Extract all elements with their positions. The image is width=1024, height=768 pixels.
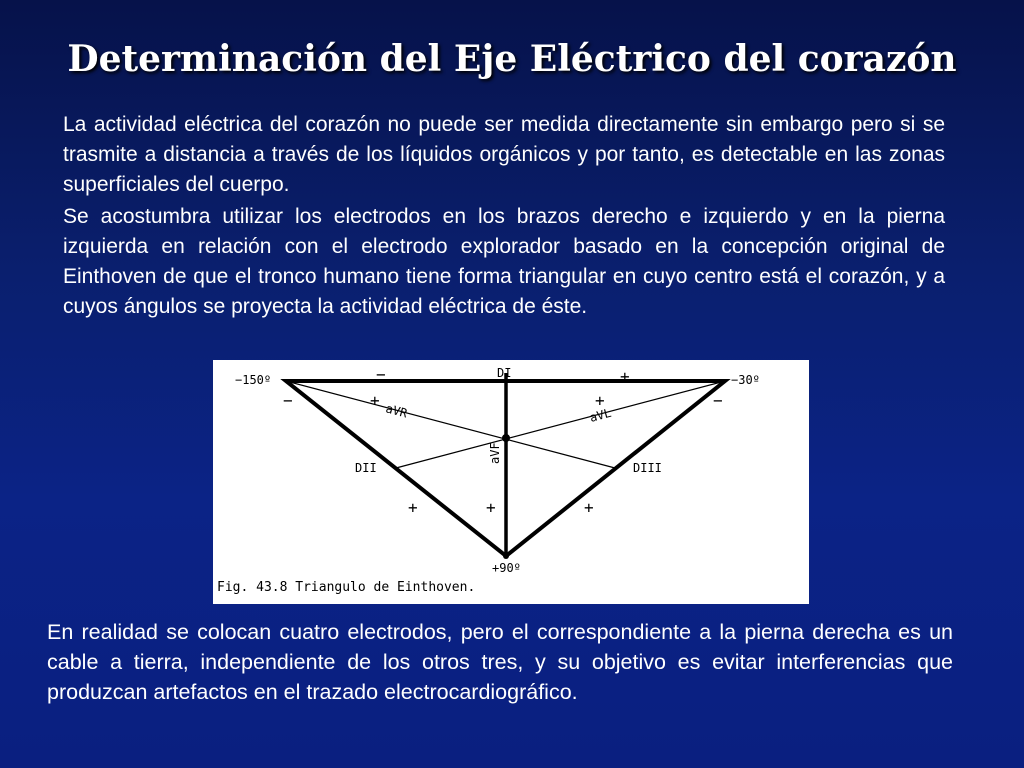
slide-title: Determinación del Eje Eléctrico del corazón — [67, 38, 957, 80]
angle-label-bottom: +90º — [492, 561, 521, 575]
lead-label-di: DI — [497, 366, 512, 380]
paragraph-2: Se acostumbra utilizar los electrodos en los brazos derecho e izquierdo y en la pierna izquierda en relación con el electrodo explorador basado en la concepción original de Einthoven de que el tronco humano tiene forma triangular en cuyo centro está el corazón, y a cuyos ángulos se proyecta la actividad eléctrica de éste. — [63, 205, 945, 318]
einthoven-triangle-diagram — [213, 360, 809, 604]
lead-label-diii: DIII — [633, 461, 662, 475]
sign-plus-dii: + — [408, 498, 418, 517]
paragraph-3: En realidad se colocan cuatro electrodos, pero el correspondiente a la pierna derecha es un cable a tierra, independiente de los otros tres, y su objetivo es evitar interferencias que produzcan artefactos en el trazado electrocardiográfico. — [47, 620, 953, 704]
avl-axis-line — [396, 381, 725, 468]
sign-minus-left: − — [283, 391, 293, 410]
avr-axis-line — [286, 381, 615, 468]
sign-minus-di: − — [376, 365, 386, 384]
sign-plus-di: + — [620, 367, 630, 386]
sign-plus-avr: + — [370, 391, 380, 410]
paragraph-1: La actividad eléctrica del corazón no puede ser medida directamente sin embargo pero si se trasmite a distancia a través de los líquidos orgánicos y por tanto, es detectable en las zonas superficiales del cuerpo. — [63, 113, 945, 196]
angle-label-top-left: −150º — [235, 373, 272, 387]
einthoven-triangle-figure — [213, 360, 809, 604]
sign-plus-avf: + — [486, 498, 496, 517]
sign-plus-diii: + — [584, 498, 594, 517]
bottom-vertex-point — [503, 553, 509, 559]
sign-minus-right: − — [713, 391, 723, 410]
angle-label-top-right: −30º — [731, 373, 760, 387]
lead-label-avl: aVL — [588, 405, 613, 425]
figure-caption: Fig. 43.8 Triangulo de Einthoven. — [217, 580, 476, 595]
lead-label-avr: aVR — [384, 401, 409, 421]
sign-plus-avl: + — [595, 391, 605, 410]
lead-label-avf: aVF — [488, 442, 502, 464]
center-point — [502, 434, 510, 442]
lead-label-dii: DII — [355, 461, 377, 475]
